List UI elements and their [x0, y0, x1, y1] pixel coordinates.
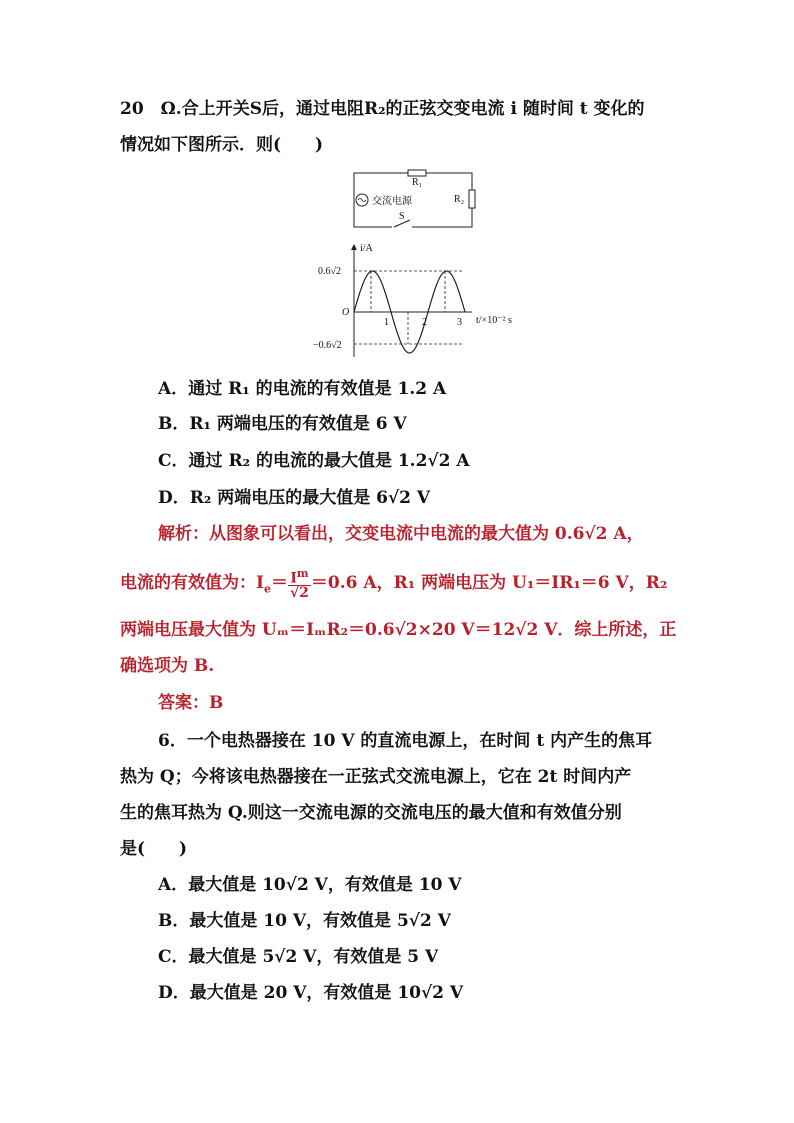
option-6c: C．最大值是 5√2 V，有效值是 5 V: [158, 947, 439, 967]
question-6-stem-line-3: 生的焦耳热为 Q.则这一交流电源的交流电压的最大值和有效值分别: [120, 803, 622, 823]
answer-line: [158, 692, 223, 714]
y-axis-label: i/A: [360, 243, 373, 254]
circuit-diagram: [352, 168, 482, 234]
analysis-line-3: 两端电压最大值为 Uₘ＝IₘR₂＝0.6√2×20 V＝12√2 V．综上所述，正: [120, 620, 677, 640]
r1-label: R₁: [412, 177, 423, 188]
x-axis-label: t/×10⁻² s: [476, 315, 512, 326]
question-6-stem-line-1: 6．一个电热器接在 10 V 的直流电源上，在时间 t 内产生的焦耳: [158, 731, 653, 751]
source-label: 交流电源: [372, 196, 412, 207]
resistor-r2: [469, 190, 475, 208]
analysis-label: 解析: [158, 524, 192, 544]
question-5-stem-line-1: 20 Ω.合上开关S后，通过电阻R₂的正弦交变电流 i 随时间 t 变化的: [120, 99, 645, 119]
analysis-line-4: 确选项为 B.: [120, 656, 215, 676]
option-5a: A．通过 R₁ 的电流的有效值是 1.2 A: [158, 379, 447, 399]
r2-label: R₂: [454, 194, 465, 205]
fraction-im-over-root2: $\frac{I^m}{√2}$: [289, 566, 309, 602]
origin-label: O: [342, 307, 350, 318]
current-time-graph: [312, 242, 537, 360]
x-tick-1: 1: [384, 317, 389, 328]
option-5d: D．R₂ 两端电压的最大值是 6√2 V: [158, 488, 431, 508]
y-tick-top: 0.6√2: [318, 266, 341, 277]
analysis-line-1: 解析：从图象可以看出，交变电流中电流的最大值为 0.6√2 A，: [158, 524, 644, 544]
option-6d: D．最大值是 20 V，有效值是 10√2 V: [158, 983, 464, 1003]
question-6-stem-line-4: 是( ): [120, 839, 188, 859]
question-5-stem-line-2: 情况如下图所示．则( ): [120, 135, 324, 155]
y-tick-bottom: −0.6√2: [313, 340, 342, 351]
answer-value: ：B: [192, 693, 224, 713]
resistor-r1: [408, 170, 426, 176]
question-6-stem-line-2: 热为 Q；今将该电热器接在一正弦式交流电源上，它在 2t 时间内产: [120, 767, 632, 787]
option-5c: C．通过 R₂ 的电流的最大值是 1.2√2 A: [158, 451, 470, 471]
x-tick-3: 3: [457, 317, 462, 328]
option-6a: A．最大值是 10√2 V，有效值是 10 V: [158, 875, 462, 895]
analysis-line-2: 电流的有效值为：$I_e=$ $\frac{I^m}{√2}$ ＝0.6 A，R₁ 两端电压为 U₁＝IR₁＝6 V，R₂: [120, 566, 668, 602]
option-6b: B．最大值是 10 V，有效值是 5√2 V: [158, 911, 451, 931]
switch-label: S: [399, 211, 405, 222]
answer-label: 答案: [158, 693, 192, 713]
option-5b: B．R₁ 两端电压的有效值是 6 V: [158, 414, 407, 434]
x-tick-2: 2: [422, 317, 427, 328]
